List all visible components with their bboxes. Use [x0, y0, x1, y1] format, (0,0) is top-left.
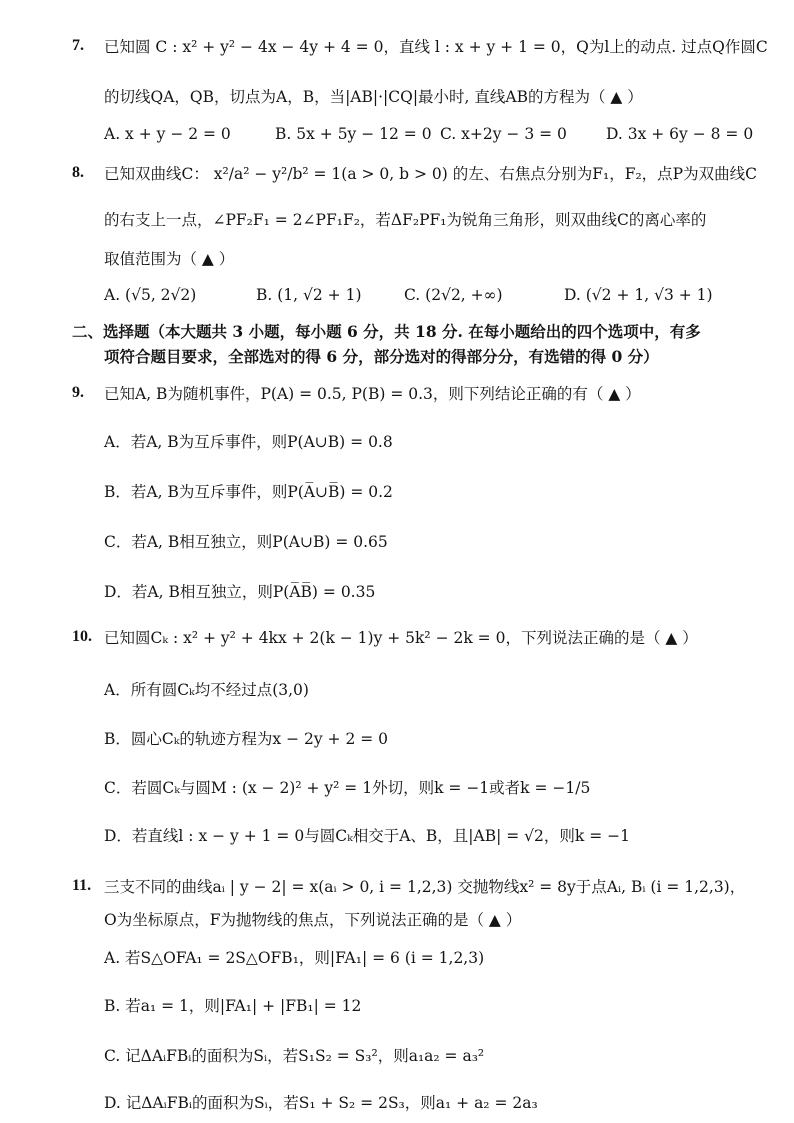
- q8-option-b: B. (1, √2 + 1): [256, 286, 362, 304]
- q8-option-a: A. (√5, 2√2): [104, 286, 197, 304]
- q8-line-1: 已知双曲线C： x²/a² − y²/b² = 1(a > 0, b > 0) 的左、右焦点分别为F₁，F₂，点P为双曲线C: [104, 165, 757, 183]
- q7-line-1: 已知圆 C : x² + y² − 4x − 4y + 4 = 0，直线 l : x + y + 1 = 0，Q为l上的动点. 过点Q作圆C: [104, 38, 768, 56]
- q10-line-1: 已知圆Cₖ : x² + y² + 4kx + 2(k − 1)y + 5k² − 2k = 0，下列说法正确的是（ ▲ ）: [104, 629, 698, 647]
- q11-line-1: 三支不同的曲线aᵢ | y − 2| = x(aᵢ > 0, i = 1,2,3) 交抛物线x² = 8y于点Aᵢ, Bᵢ (i = 1,2,3)，: [104, 878, 746, 896]
- section-2-header-line-1: 二、选择题（本大题共 3 小题，每小题 6 分，共 18 分. 在每小题给出的四个选项中，有多: [72, 322, 701, 341]
- q11-number: 11.: [72, 877, 92, 894]
- q9-line-1: 已知A, B为随机事件，P(A) = 0.5, P(B) = 0.3，则下列结论正确的有（ ▲ ）: [104, 385, 641, 403]
- q7-line-2: 的切线QA，QB，切点为A，B，当|AB|·|CQ|最小时, 直线AB的方程为（ ▲ ）: [104, 88, 643, 106]
- q8-line-2: 的右支上一点，∠PF₂F₁ = 2∠PF₁F₂，若ΔF₂PF₁为锐角三角形，则双曲线C的离心率的: [104, 211, 707, 229]
- q7-option-b: B. 5x + 5y − 12 = 0: [275, 125, 432, 143]
- section-2-header-line-2: 项符合题目要求，全部选对的得 6 分，部分选对的得部分分，有选错的得 0 分）: [104, 347, 659, 366]
- q11-option-c: C. 记ΔAᵢFBᵢ的面积为Sᵢ，若S₁S₂ = S₃²，则a₁a₂ = a₃²: [104, 1047, 485, 1065]
- q10-number: 10.: [72, 628, 92, 645]
- q7-option-d: D. 3x + 6y − 8 = 0: [606, 125, 754, 143]
- q9-option-a: A．若A, B为互斥事件，则P(A∪B) = 0.8: [104, 433, 393, 451]
- q7-number: 7.: [72, 37, 84, 54]
- q7-option-c: C. x+2y − 3 = 0: [440, 125, 567, 143]
- q9-number: 9.: [72, 384, 84, 401]
- q11-option-a: A. 若S△OFA₁ = 2S△OFB₁，则|FA₁| = 6 (i = 1,2,3): [104, 949, 485, 967]
- q10-option-d: D．若直线l : x − y + 1 = 0与圆Cₖ相交于A、B，且|AB| = √2，则k = −1: [104, 827, 630, 845]
- q9-option-d: D．若A, B相互独立，则P(A̅B̅) = 0.35: [104, 583, 376, 601]
- q9-option-c: C．若A, B相互独立，则P(A∪B) = 0.65: [104, 533, 388, 551]
- q9-option-b: B．若A, B为互斥事件，则P(A̅∪B̅) = 0.2: [104, 483, 393, 501]
- q11-option-d: D. 记ΔAᵢFBᵢ的面积为Sᵢ，若S₁ + S₂ = 2S₃，则a₁ + a₂ = 2a₃: [104, 1094, 538, 1112]
- q8-number: 8.: [72, 164, 84, 181]
- q10-option-c: C．若圆Cₖ与圆M : (x − 2)² + y² = 1外切，则k = −1或者k = −1/5: [104, 779, 591, 797]
- q8-line-3: 取值范围为（ ▲ ）: [104, 250, 235, 268]
- q11-option-b: B. 若a₁ = 1，则|FA₁| + |FB₁| = 12: [104, 997, 362, 1015]
- q8-option-d: D. (√2 + 1, √3 + 1): [564, 286, 713, 304]
- q8-option-c: C. (2√2, +∞): [404, 286, 503, 304]
- q7-option-a: A. x + y − 2 = 0: [104, 125, 231, 143]
- q11-line-2: O为坐标原点，F为抛物线的焦点，下列说法正确的是（ ▲ ）: [104, 911, 522, 929]
- q10-option-b: B．圆心Cₖ的轨迹方程为x − 2y + 2 = 0: [104, 730, 389, 748]
- q10-option-a: A．所有圆Cₖ均不经过点(3,0): [104, 681, 309, 699]
